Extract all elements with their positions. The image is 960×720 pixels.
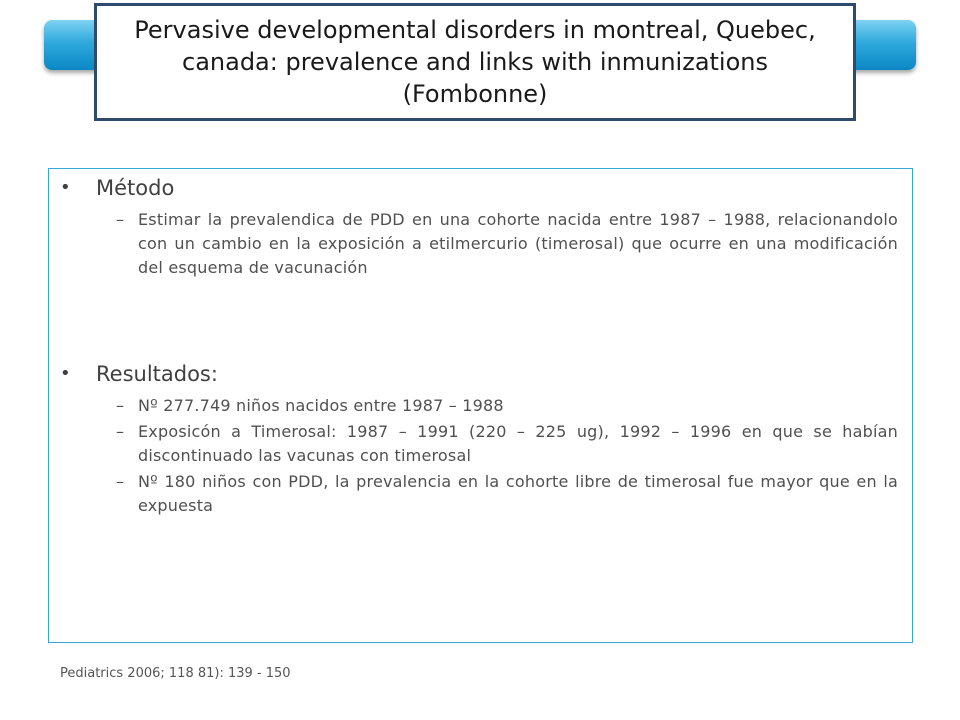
dash-icon: –: [116, 472, 125, 491]
list-item-text: Estimar la prevalendica de PDD en una cohorte nacida entre 1987 – 1988, relacionandolo con un cambio en la exposición a etilmercurio (timerosal) que ocurre en una modificación del esquema de vacunación: [138, 210, 898, 277]
bullet-icon: •: [60, 177, 71, 198]
dash-icon: –: [116, 210, 125, 229]
slide-title: Pervasive developmental disorders in montreal, Quebec, canada: prevalence and links with inmunizations (Fombonne): [134, 16, 816, 108]
bullet-icon: •: [60, 363, 71, 384]
list-item-text: Exposicón a Timerosal: 1987 – 1991 (220 – 225 ug), 1992 – 1996 en que se habían discontinuado las vacunas con timerosal: [138, 422, 898, 465]
bullet-heading: [58, 360, 898, 388]
dash-icon: –: [116, 422, 125, 441]
list-item-text: Nº 277.749 niños nacidos entre 1987 – 1988: [138, 396, 504, 415]
section-heading: Método: [96, 176, 175, 200]
section-resultados: [58, 360, 898, 518]
section-metodo: [58, 174, 898, 280]
list-item: [58, 470, 898, 518]
bullet-heading: [58, 174, 898, 202]
list-item: [58, 420, 898, 468]
title-box: [94, 3, 856, 121]
section-heading: Resultados:: [96, 362, 218, 386]
citation-footer: Pediatrics 2006; 118 81): 139 - 150: [60, 666, 291, 681]
list-item: [58, 208, 898, 280]
list-item-text: Nº 180 niños con PDD, la prevalencia en la cohorte libre de timerosal fue mayor que en la expuesta: [138, 472, 898, 515]
list-item: [58, 394, 898, 418]
dash-icon: –: [116, 396, 125, 415]
